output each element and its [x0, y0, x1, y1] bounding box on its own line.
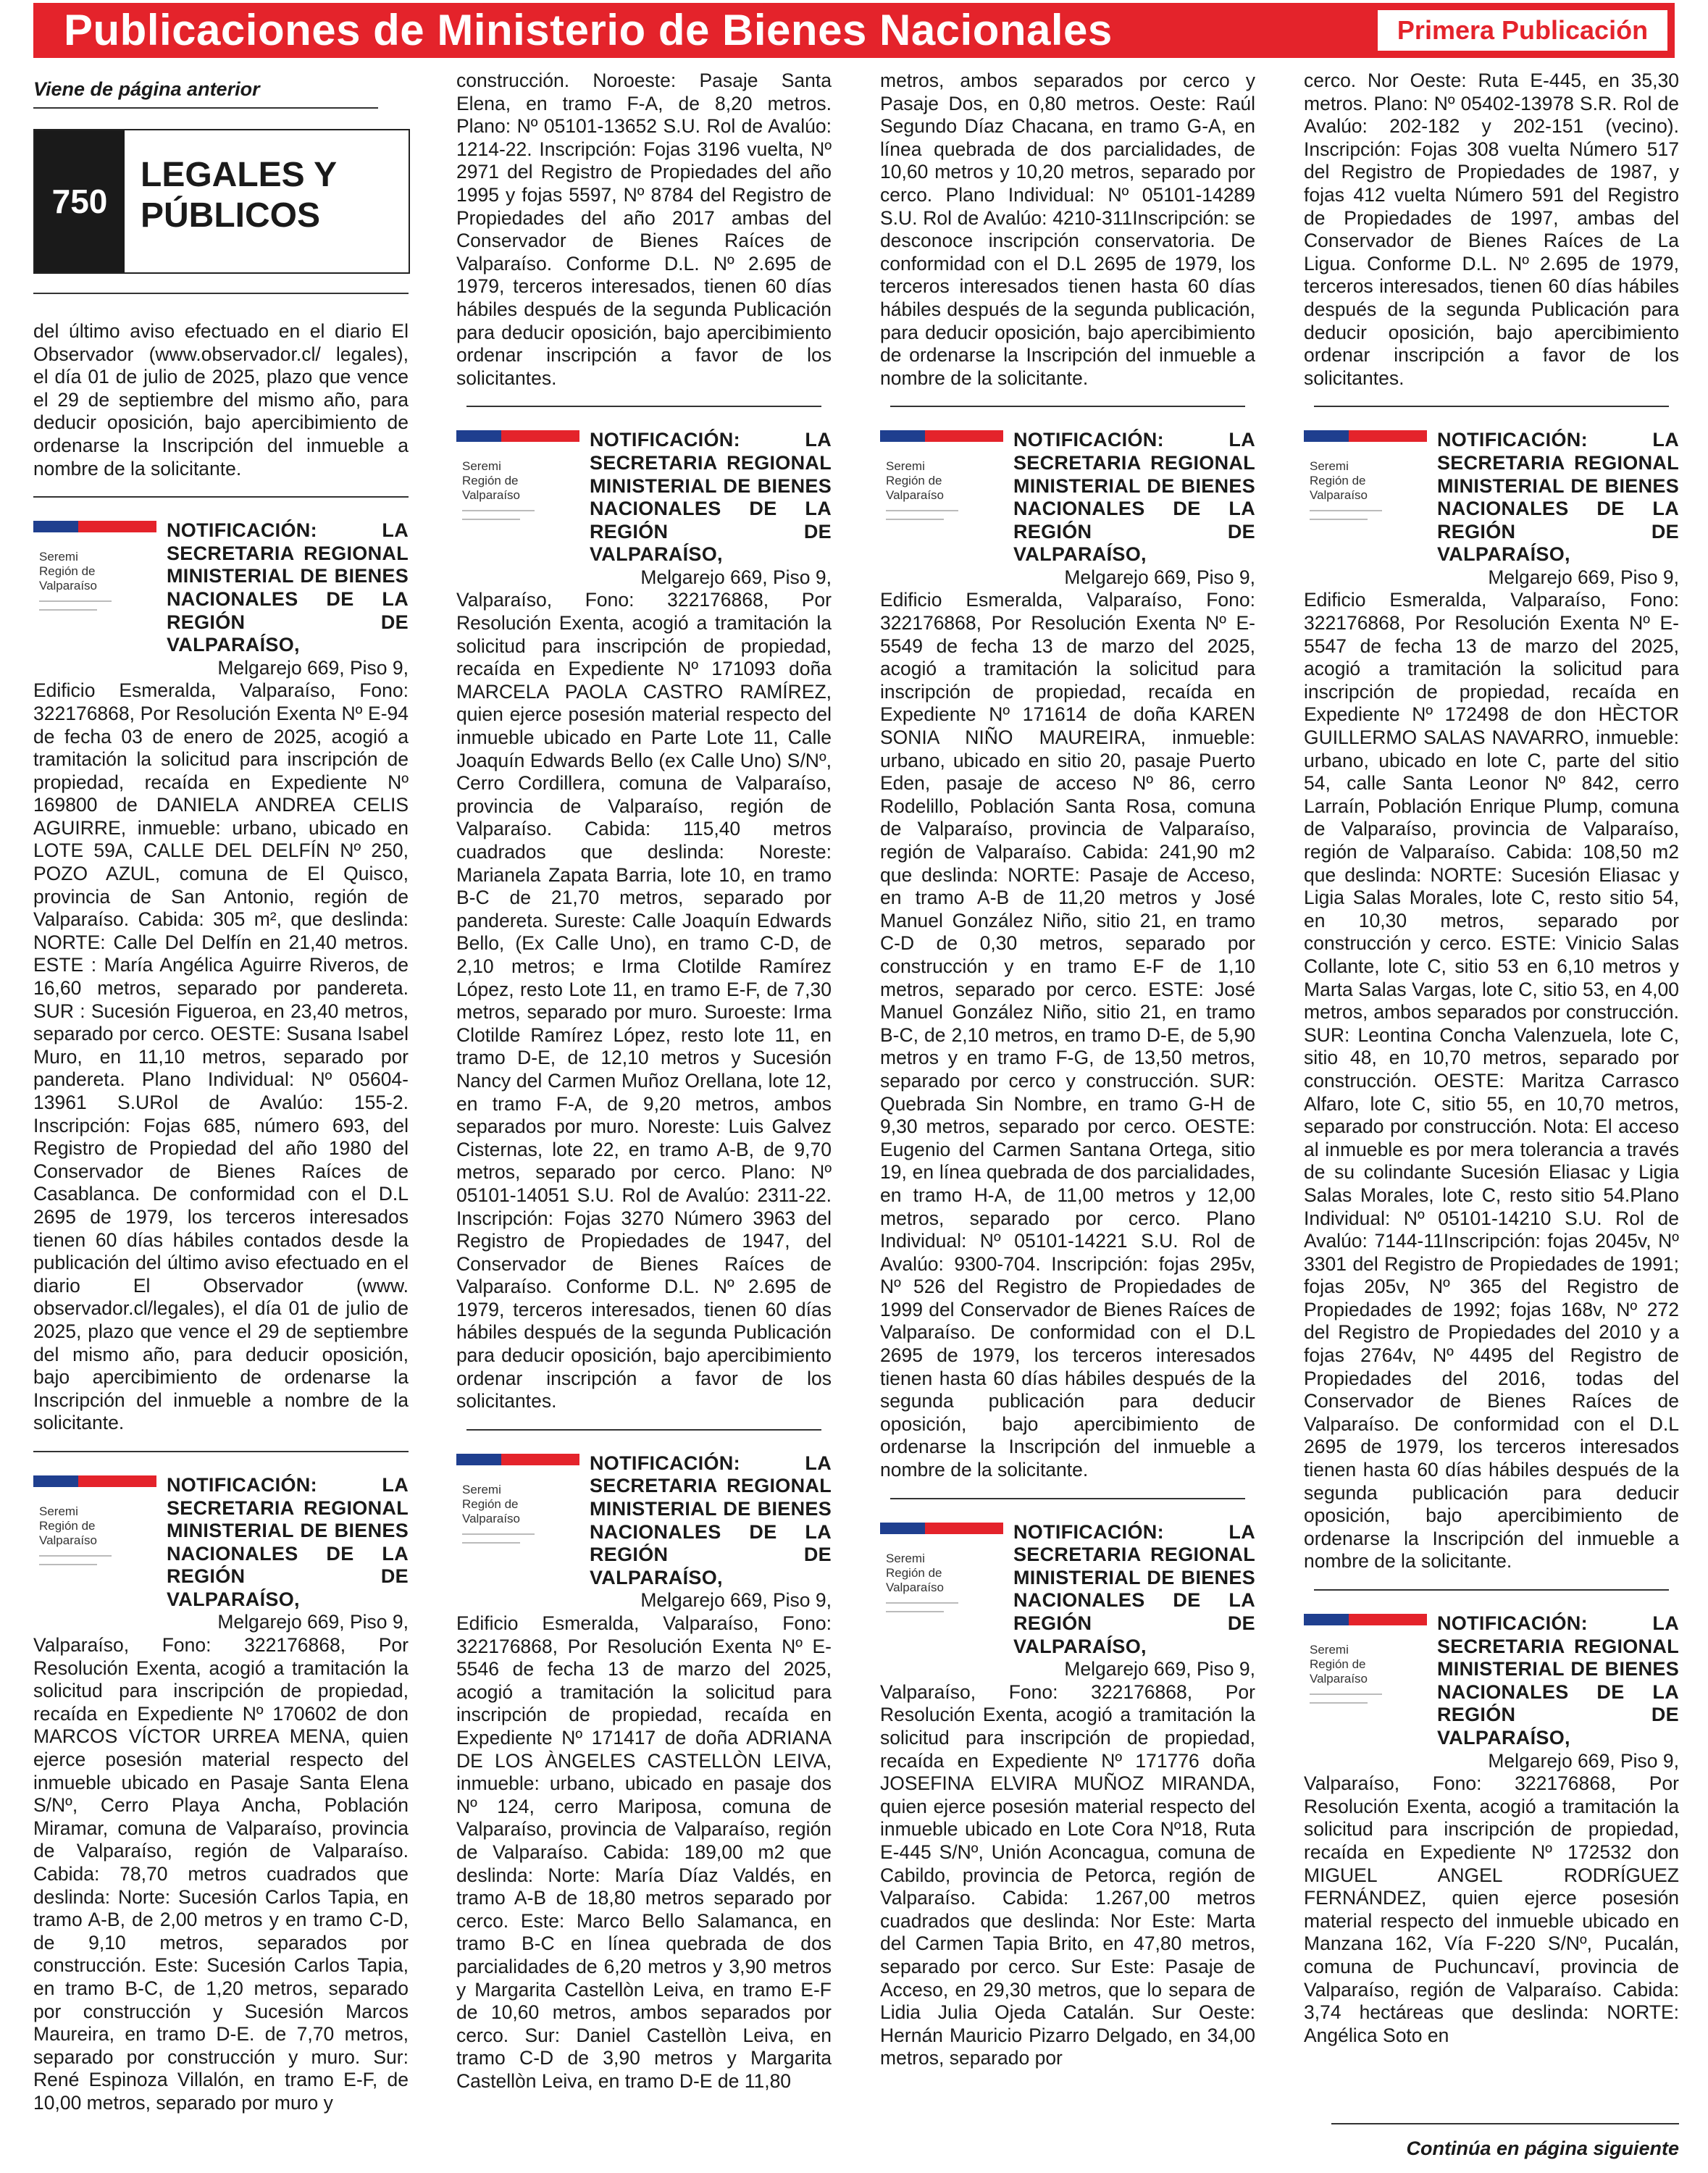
divider	[890, 406, 1245, 407]
notice	[880, 429, 1255, 1481]
continua-label: Continúa en página siguiente	[1331, 2123, 1679, 2160]
viene-label: Viene de página anterior	[33, 70, 378, 109]
notice-continuation: cerco. Nor Oeste: Ruta E-445, en 35,30 metros. Plano: Nº 05402-13978 S.R. Rol de Avalúo: 202-182 y 202-151 (vecino). Inscripción: Fojas 308 vuelta Número 517 del Registro de Propiedades de 1987, y fojas 412 vuelta Número 591 del Registro de Propiedades de 1997, ambas del Conservador de Bienes Raíces de La Ligua. Conforme D.L. Nº 2.695 de 1979, terceros interesados, tienen 60 días hábiles después de la segunda Publicación para deducir oposición, bajo apercibimiento ordenar inscripción a favor de los solicitantes.	[1304, 70, 1679, 389]
notice-body: Edificio Esmeralda, Valparaíso, Fono: 322176868, Por Resolución Exenta Nº E-5546 de fecha 13 de marzo del 2025, acogió a tramitación la solicitud para inscripción de propiedad, recaída en Expediente Nº 171417 de doña ADRIANA DE LOS ÀNGELES CASTELLÒN LEIVA, inmueble: urbano, ubicado en pasaje dos Nº 124, cerro Mariposa, comuna de Valparaíso, provincia de Valparaíso, región de Valparaíso. Cabida: 189,00 m2 que deslinda: Norte: María Díaz Valdés, en tramo A-B de 18,80 metros separado por cerco. Este: Marco Bello Salamanca, en tramo B-C en línea quebrada de dos parcialidades de 6,20 metros y 3,90 metros y Margarita Castellòn Leiva, en tramo E-F de 10,60 metros, ambos separados por cerco. Sur: Daniel Castellòn Leiva, en tramo C-D de 3,90 metros y Margarita Castellòn Leiva, en tramo D-E de 11,80	[456, 1612, 832, 2092]
notice-heading: NOTIFICACIÓN: LA SECRETARIA REGIONAL MINISTERIAL DE BIENES NACIONALES DE LA REGIÓN DE VALPARAÍSO,	[590, 1452, 832, 1588]
notice-heading: NOTIFICACIÓN: LA SECRETARIA REGIONAL MINISTERIAL DE BIENES NACIONALES DE LA REGIÓN DE VALPARAÍSO,	[1013, 1520, 1255, 1657]
seremi-logo: Seremi Región de Valparaíso	[456, 1454, 579, 1567]
seremi-logo: Seremi Región de Valparaíso	[33, 1475, 156, 1588]
seremi-logo: Seremi Región de Valparaíso	[456, 430, 579, 543]
notice-address: Melgarejo 669, Piso 9,	[217, 1611, 409, 1633]
divider	[466, 406, 821, 407]
notice-heading: NOTIFICACIÓN: LA SECRETARIA REGIONAL MINISTERIAL DE BIENES NACIONALES DE LA REGIÓN DE VALPARAÍSO,	[1437, 1612, 1679, 1749]
column-1	[33, 70, 409, 2173]
page-header	[33, 3, 1675, 58]
notice-heading: NOTIFICACIÓN: LA SECRETARIA REGIONAL MINISTERIAL DE BIENES NACIONALES DE LA REGIÓN DE VALPARAÍSO,	[167, 1473, 409, 1610]
divider	[466, 1429, 821, 1431]
section-name-line2: PÚBLICOS	[141, 196, 321, 235]
notice-heading: NOTIFICACIÓN: LA SECRETARIA REGIONAL MINISTERIAL DE BIENES NACIONALES DE LA REGIÓN DE VALPARAÍSO,	[1437, 429, 1679, 566]
notice	[456, 429, 832, 1413]
notice	[1304, 1612, 1679, 2047]
notice-heading: NOTIFICACIÓN: LA SECRETARIA REGIONAL MINISTERIAL DE BIENES NACIONALES DE LA REGIÓN DE VALPARAÍSO,	[590, 429, 832, 566]
section-number: 750	[35, 130, 125, 272]
seremi-logo: Seremi Región de Valparaíso	[33, 521, 156, 634]
seremi-logo: Seremi Región de Valparaíso	[880, 430, 1003, 543]
notice-address: Melgarejo 669, Piso 9,	[217, 656, 409, 679]
notice	[33, 1474, 409, 2115]
notice-continuation: del último aviso efectuado en el diario El Observador (www.observador.cl/ legales), el día 01 de julio de 2025, plazo que vence el 29 de septiembre del mismo año, para deducir oposición, bajo apercibimiento de ordenarse la Inscripción del inmueble a nombre de la solicitante.	[33, 320, 409, 480]
notice-body: Edificio Esmeralda, Valparaíso, Fono: 322176868, Por Resolución Exenta Nº E-5549 de fecha 13 de marzo del 2025, acogió a tramitación la solicitud para inscripción de propiedad, recaída en Expediente Nº 171614 de doña KAREN SONIA NIÑO MAUREIRA, inmueble: urbano, ubicado en sitio 20, pasaje Puerto Eden, pasaje de acceso Nº 86, cerro Rodelillo, Población Santa Rosa, comuna de Valparaíso, provincia de Valparaíso, región de Valparaíso. Cabida: 241,90 m2 que deslinda: NORTE: Pasaje de Acceso, en tramo A-B de 11,20 metros y José Manuel González Niño, sitio 21, en tramo C-D de 0,30 metros, separado por construcción y en tramo E-F de 1,10 metros, separado por cerco. ESTE: José Manuel González Niño, sitio 21, en tramo B-C, de 2,10 metros, en tramo D-E, de 5,90 metros y en tramo F-G, de 13,50 metros, separado por cerco y construcción. SUR: Quebrada Sin Nombre, en tramo G-H de 9,30 metros, separado por cerco. OESTE: Eugenio del Carmen Santana Ortega, sitio 19, en línea quebrada de dos parcialidades, en tramo H-A, de 11,00 metros y 12,00 metros, separado por cerco. Plano Individual: Nº 05101-14221 S.U. Rol de Avalúo: 9300-704. Inscripción: fojas 295v, Nº 526 del Registro de Propiedades de 1999 del Conservador de Bienes Raíces de Valparaíso. De conformidad con el D.L 2695 de 1979, los terceros interesados tienen hasta 60 días hábiles después de la segunda publicación para deducir oposición, bajo apercibimiento de ordenarse la Inscripción del inmueble a nombre de la solicitante.	[880, 589, 1255, 1481]
seremi-logo: Seremi Región de Valparaíso	[1304, 430, 1427, 543]
notice-address: Melgarejo 669, Piso 9,	[1064, 566, 1255, 588]
notice-address: Melgarejo 669, Piso 9,	[640, 566, 832, 588]
notice-body: Valparaíso, Fono: 322176868, Por Resolución Exenta, acogió a tramitación la solicitud para inscripción de propiedad, recaída en Expediente Nº 172532 don MIGUEL ANGEL RODRÍGUEZ FERNÁNDEZ, quien ejerce posesión material respecto del inmueble ubicado en Manzana 162, Vía F-220 S/Nº, Pucalán, comuna de Puchuncaví, provincia de Valparaíso, región de Valparaíso. Cabida: 3,74 hectáreas que deslinda: NORTE: Angélica Soto en	[1304, 1772, 1679, 2046]
notice-continuation: metros, ambos separados por cerco y Pasaje Dos, en 0,80 metros. Oeste: Raúl Segundo Díaz Chacana, en tramo G-A, en línea quebrada de dos parcialidades, de 10,60 metros y 10,20 metros, separado por cerco. Plano Individual: Nº 05101-14289 S.U. Rol de Avalúo: 4210-311Inscripción: se desconoce inscripción conservatoria. De conformidad con el D.L 2695 de 1979, los terceros interesados tienen hasta 60 días hábiles después de la segunda publicación, para deducir oposición, bajo apercibimiento de ordenarse la Inscripción del inmueble a nombre de la solicitante.	[880, 70, 1255, 389]
notice-continuation: construcción. Noroeste: Pasaje Santa Elena, en tramo F-A, de 8,20 metros. Plano: Nº 05101-13652 S.U. Rol de Avalúo: 1214-22. Inscripción: Fojas 3196 vuelta, Nº 2971 del Registro de Propiedades del año 1995 y fojas 5597, Nº 8784 del Registro de Propiedades del año 2017 ambas del Conservador de Bienes Raíces de Valparaíso. Conforme D.L. Nº 2.695 de 1979, terceros interesados, tienen 60 días hábiles después de la segunda Publicación para deducir oposición, bajo apercibimiento ordenar inscripción a favor de los solicitantes.	[456, 70, 832, 389]
column-3	[880, 70, 1255, 2173]
notice	[1304, 429, 1679, 1573]
page-title: Publicaciones de Ministerio de Bienes Nacionales	[64, 6, 1113, 54]
notice-body: Edificio Esmeralda, Valparaíso, Fono: 322176868, Por Resolución Exenta Nº E-94 de fecha 03 de enero de 2025, acogió a tramitación la solicitud para inscripción de propiedad, recaída en Expediente Nº 169800 de DANIELA ANDREA CELIS AGUIRRE, inmueble: urbano, ubicado en LOTE 59A, CALLE DEL DELFÍN Nº 250, POZO AZUL, comuna de El Quisco, provincia de San Antonio, región de Valparaíso. Cabida: 305 m², que deslinda: NORTE: Calle Del Delfín en 21,40 metros. ESTE : María Angélica Aguirre Riveros, de 16,60 metros, separado por pandereta. SUR : Sucesión Figueroa, en 23,40 metros, separado por cerco. OESTE: Susana Isabel Muro, en 11,10 metros, separado por pandereta. Plano Individual: Nº 05604-13961 S.URol de Avalúo: 155-2. Inscripción: Fojas 685, número 693, del Registro de Propiedad del año 1980 del Conservador de Bienes Raíces de Casablanca. De conformidad con el D.L 2695 de 1979, los terceros interesados tienen 60 días hábiles contados desde la publicación del último aviso efectuado en el diario El Observador (www. observador.cl/legales), el día 01 de julio de 2025, plazo que vence el 29 de septiembre del mismo año, para deducir oposición, bajo apercibimiento de ordenarse la Inscripción del inmueble a nombre de la solicitante.	[33, 679, 409, 1434]
notice-heading: NOTIFICACIÓN: LA SECRETARIA REGIONAL MINISTERIAL DE BIENES NACIONALES DE LA REGIÓN DE VALPARAÍSO,	[1013, 429, 1255, 566]
notice-body: Valparaíso, Fono: 322176868, Por Resolución Exenta, acogió a tramitación la solicitud para inscripción de propiedad, recaída en Expediente Nº 171093 doña MARCELA PAOLA CASTRO RAMÍREZ, quien ejerce posesión material respecto del inmueble ubicado en Parte Lote 11, Calle Joaquín Edwards Bello (ex Calle Uno) S/Nº, Cerro Cordillera, comuna de Valparaíso, provincia de Valparaíso, región de Valparaíso. Cabida: 115,40 metros cuadrados que deslinda: Noreste: Marianela Zapata Barria, lote 10, en tramo B-C de 21,70 metros, separado por pandereta. Sureste: Calle Joaquín Edwards Bello, (Ex Calle Uno), en tramo C-D, de 2,10 metros; e Irma Clotilde Ramírez López, resto Lote 11, en tramo E-F, de 7,30 metros, separado por muro. Suroeste: Irma Clotilde Ramírez López, resto lote 11, en tramo D-E, de 12,10 metros y Sucesión Nancy del Carmen Muñoz Orellana, lote 12, en tramo F-A, de 9,20 metros, ambos separados por muro. Noreste: Luis Galvez Cisternas, lote 22, en tramo A-B, de 9,70 metros, separado por cerco. Plano: Nº 05101-14051 S.U. Rol de Avalúo: 2311-22. Inscripción: Fojas 3270 Número 3963 del Registro de Propiedades de 1947, del Conservador de Bienes Raíces de Valparaíso. Conforme D.L. Nº 2.695 de 1979, terceros interesados, tienen 60 días hábiles después de la segunda Publicación para deducir oposición, bajo apercibimiento ordenar inscripción a favor de los solicitantes.	[456, 589, 832, 1412]
notice	[456, 1452, 832, 2093]
section-name	[141, 155, 337, 236]
notice-address: Melgarejo 669, Piso 9,	[1064, 1658, 1255, 1680]
notice-body: Edificio Esmeralda, Valparaíso, Fono: 322176868, Por Resolución Exenta Nº E-5547 de fecha 13 de marzo del 2025, acogió a tramitación la solicitud para inscripción de propiedad, recaída en Expediente Nº 172498 de don HÈCTOR GUILLERMO SALAS NAVARRO, inmueble: urbano, ubicado en lote C, parte del sitio 54, calle Santa Leonor Nº 842, cerro Larraín, Población Enrique Plump, comuna de Valparaíso, provincia de Valparaíso, región de Valparaíso. Cabida: 108,50 m2 que deslinda: NORTE: Sucesión Eliasac y Ligia Salas Morales, lote C, resto sitio 54, en 10,30 metros, separado por construcción y cerco. ESTE: Vinicio Salas Collante, lote C, sitio 53 en 6,10 metros y Marta Salas Vargas, lote C, sitio 53, en 4,00 metros, ambos separados por construcción. SUR: Leontina Concha Valenzuela, lote C, sitio 48, en 10,70 metros, separado por construcción. OESTE: Maritza Carrasco Alfaro, lote C, sitio 55, en 10,70 metros, separado por construcción. Nota: El acceso al inmueble es por mera tolerancia a través de su colindante Sucesión Eliasac y Ligia Salas Morales, lote C, resto sitio 54.Plano Individual: Nº 05101-14210 S.U. Rol de Avalúo: 7144-11Inscripción: fojas 2045v, Nº 3301 del Registro de Propiedades de 1991; fojas 205v, Nº 365 del Registro de Propiedades de 1992; fojas 168v, Nº 272 del Registro de Propiedades del 2010 y a fojas 2764v, Nº 4495 del Registro de Propiedades del 2016, todas del Conservador de Bienes Raíces de Valparaíso. De conformidad con el D.L 2695 de 1979, los terceros interesados tienen hasta 60 días hábiles después de la segunda publicación para deducir oposición, bajo apercibimiento de ordenarse la Inscripción del inmueble a nombre de la solicitante.	[1304, 589, 1679, 1573]
divider	[1314, 406, 1669, 407]
divider	[890, 1498, 1245, 1499]
notice-address: Melgarejo 669, Piso 9,	[1488, 566, 1679, 588]
column-4	[1304, 70, 1679, 2173]
divider	[1314, 1589, 1669, 1591]
notice-address: Melgarejo 669, Piso 9,	[1488, 1749, 1679, 1772]
notice	[880, 1521, 1255, 2070]
notice-body: Valparaíso, Fono: 322176868, Por Resolución Exenta, acogió a tramitación la solicitud para inscripción de propiedad, recaída en Expediente Nº 171776 doña JOSEFINA ELVIRA MUÑOZ MIRANDA, quien ejerce posesión material respecto del inmueble ubicado en Lote Cora Nº18, Ruta E-445 S/Nº, Unión Aconcagua, comuna de Cabildo, provincia de Petorca, región de Valparaíso. Cabida: 1.267,00 metros cuadrados que deslinda: Nor Este: Marta del Carmen Tapia Brito, en 47,80 metros, separado por cerco. Sur Este: Pasaje de Acceso, en 29,30 metros, que lo separa de Lidia Julia Ojeda Catalán. Sur Oeste: Hernán Mauricio Pizarro Delgado, en 34,00 metros, separado por	[880, 1680, 1255, 2069]
notice-heading: NOTIFICACIÓN: LA SECRETARIA REGIONAL MINISTERIAL DE BIENES NACIONALES DE LA REGIÓN DE VALPARAÍSO,	[167, 519, 409, 656]
seremi-logo: Seremi Región de Valparaíso	[1304, 1614, 1427, 1727]
section-name-line1: LEGALES Y	[141, 156, 338, 194]
publication-tag: Primera Publicación	[1378, 10, 1667, 51]
notice-body: Valparaíso, Fono: 322176868, Por Resolución Exenta, acogió a tramitación la solicitud para inscripción de propiedad, recaída en Expediente Nº 170602 de don MARCOS VÍCTOR URREA MENA, quien ejerce posesión material respecto del inmueble ubicado en Pasaje Santa Elena S/Nº, Cerro Playa Ancha, Población Miramar, comuna de Valparaíso, provincia de Valparaíso, región de Valparaíso. Cabida: 78,70 metros cuadrados que deslinda: Norte: Sucesión Carlos Tapia, en tramo A-B, de 2,00 metros y en tramo C-D, de 9,10 metros, separados por construcción. Este: Sucesión Carlos Tapia, en tramo B-C, de 1,20 metros, separado por construcción y Sucesión Marcos Maureira, en tramo D-E. de 7,70 metros, separado por construcción y muro. Sur: René Espinoza Villalón, en tramo E-F, de 10,00 metros, separado por muro y	[33, 1634, 409, 2114]
divider	[33, 1451, 409, 1452]
column-2	[456, 70, 832, 2173]
seremi-logo: Seremi Región de Valparaíso	[880, 1523, 1003, 1636]
section-box	[33, 129, 410, 274]
notice	[33, 519, 409, 1435]
divider	[33, 293, 409, 294]
divider	[33, 496, 409, 498]
notice-address: Melgarejo 669, Piso 9,	[640, 1589, 832, 1612]
